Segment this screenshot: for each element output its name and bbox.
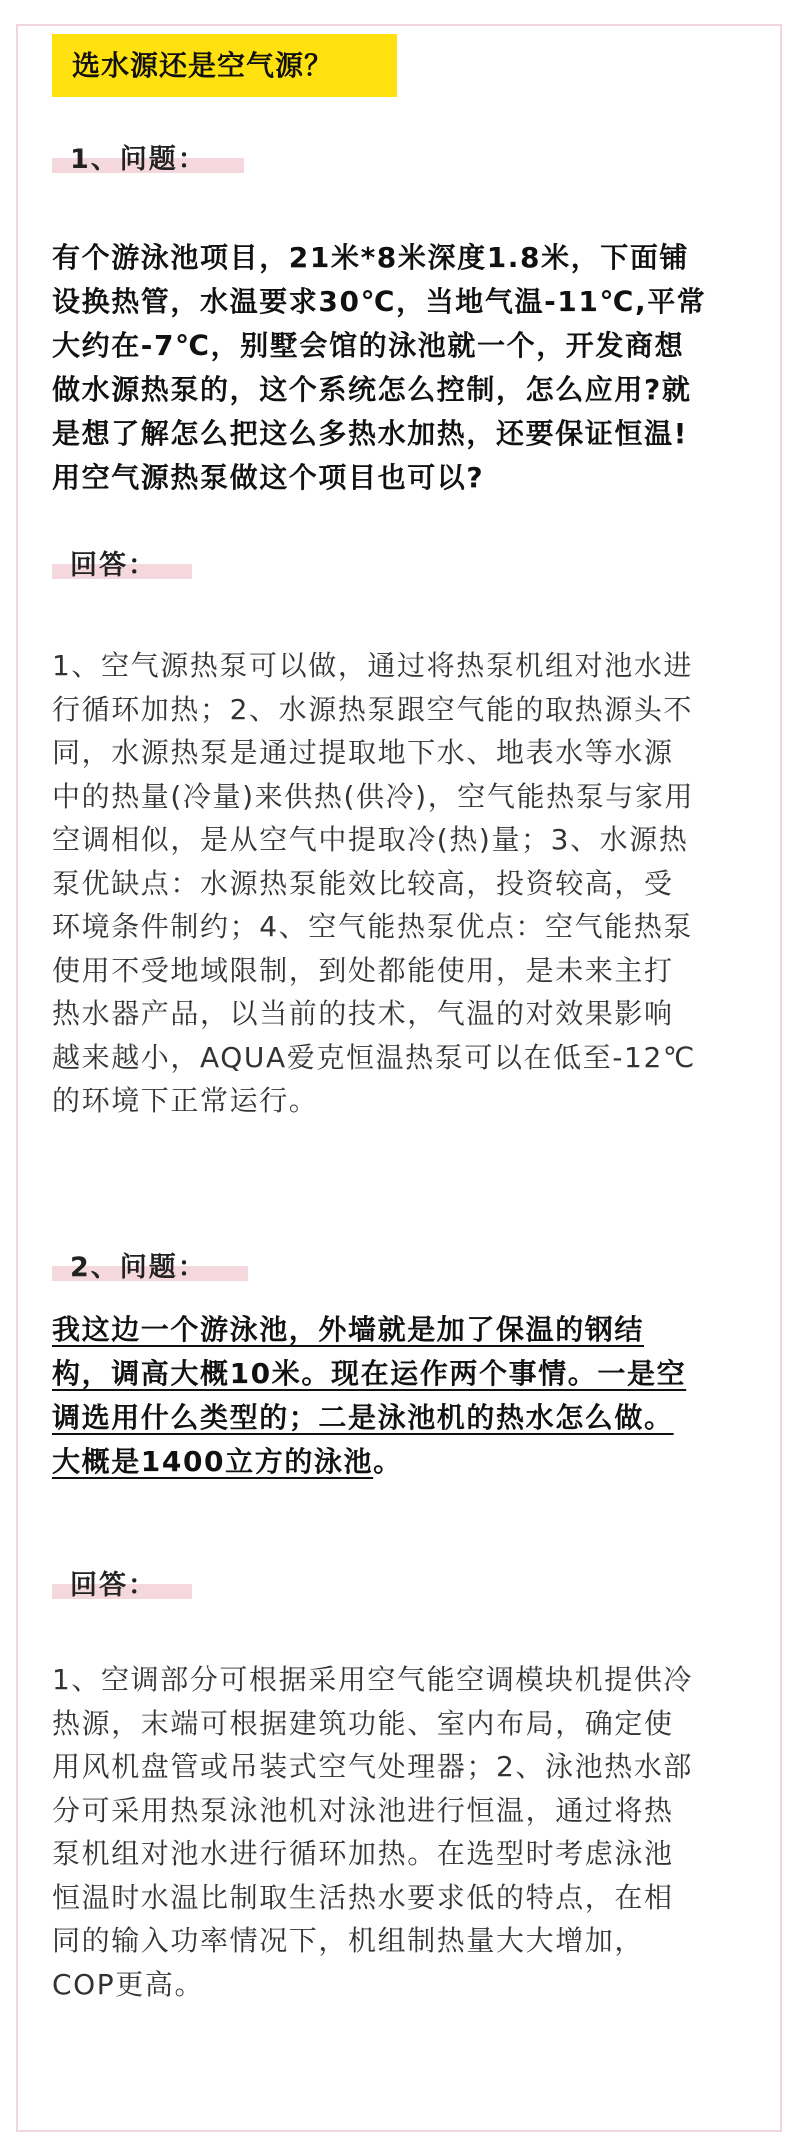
answer-2-label-text: 回答： — [70, 1570, 157, 1601]
question-2-text-tail: 。 — [373, 1445, 403, 1478]
answer-1-label — [52, 546, 202, 586]
answer-2-label — [52, 1566, 202, 1606]
page-title: 选水源还是空气源？ — [52, 34, 397, 97]
answer-1-label-text: 回答： — [70, 550, 157, 581]
question-2-underlined-text: 我这边一个游泳池，外墙就是加了保温的钢结 构，调高大概10米。现在运作两个事情。一是空 调选用什么类型的；二是泳池机的热水怎么做。 大概是1400立方的泳池 — [52, 1313, 687, 1478]
answer-2-text: 1、空调部分可根据采用空气能空调模块机提供冷 热源，末端可根据建筑功能、室内布局，确定使 用风机盘管或吊装式空气处理器；2、泳池热水部 分可采用热泵泳池机对泳池进行恒温，通过将热 泵机组对池水进行循环加热。在选型时考虑泳池 恒温时水温比制取生活热水要求低的特点，在相 同的输入功率情况下，机组制热量大大增加， COP更高。 — [52, 1663, 694, 2001]
question-1-label — [52, 140, 252, 180]
question-2-label-text: 2、问题： — [70, 1252, 207, 1283]
question-1-label-text: 1、问题： — [70, 144, 207, 175]
question-2-text — [52, 1308, 758, 1484]
question-1-text: 有个游泳池项目，21米*8米深度1.8米，下面铺 设换热管，水温要求30℃，当地气温-11℃,平常 大约在-7℃，别墅会馆的泳池就一个，开发商想 做水源热泵的，这个系统怎么控制，怎么应用?就 是想了解怎么把这么多热水加热，还要保证恒温! 用空气源热泵做这个项目也可以? — [52, 241, 707, 494]
question-2-label — [52, 1248, 252, 1288]
answer-1-text: 1、空气源热泵可以做，通过将热泵机组对池水进 行循环加热；2、水源热泵跟空气能的取热源头不 同，水源热泵是通过提取地下水、地表水等水源 中的热量(冷量)来供热(供冷)，空气能热泵与家用 空调相似，是从空气中提取冷(热)量；3、水源热 泵优缺点：水源热泵能效比较高，投资较高，受 环境条件制约；4、空气能热泵优点：空气能热泵 使用不受地域限制，到处都能使用，是未来主打 热水器产品，以当前的技术，气温的对效果影响 越来越小，AQUA爱克恒温热泵可以在低至-12℃ 的环境下正常运行。 — [52, 649, 696, 1117]
